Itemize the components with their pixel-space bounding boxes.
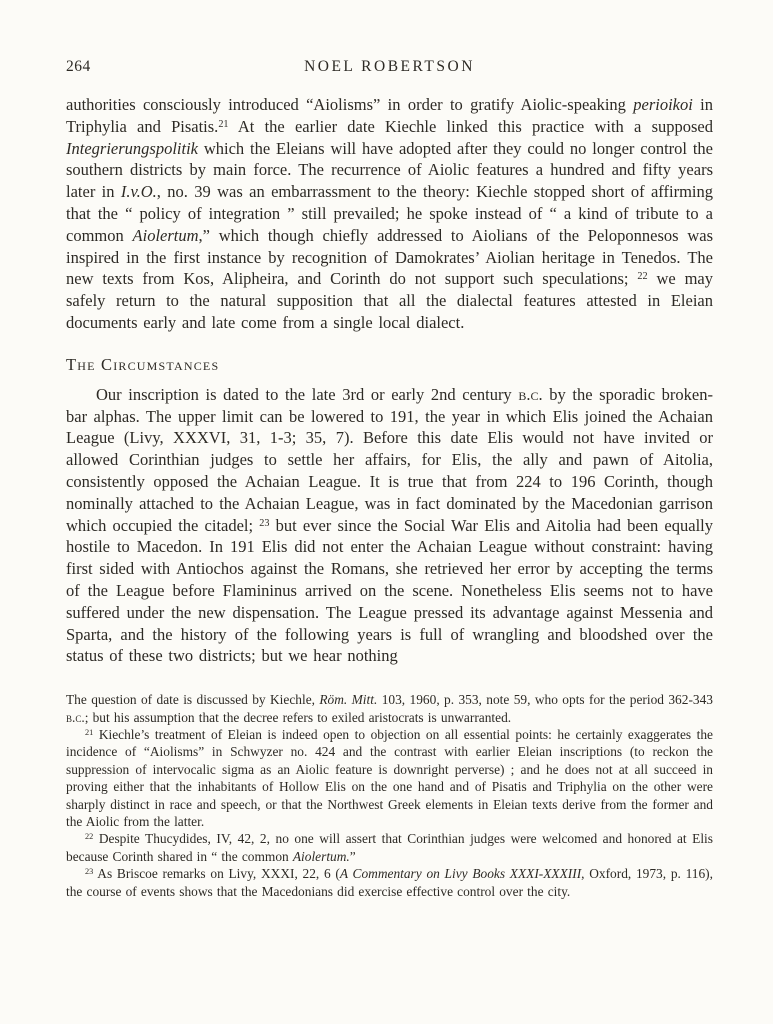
page-header [66, 58, 713, 76]
body-paragraph-1: authorities consciously introduced “Aiolisms” in order to gratify Aiolic-speaking perioikoi in Triphylia and Pisatis.$^{21}$ At the earlier date Kiechle linked this practice with a supposed Integrierungspolitik which the Eleians will have adopted after they could no longer control the southern districts by main force. The recurrence of Aiolic features a hundred and fifty years later in I.v.O., no. 39 was an embarrassment to the theory: Kiechle stopped short of affirming that the “ policy of integration ” still prevailed; he spoke instead of “ a kind of tribute to a common Aiolertum,” which though chiefly addressed to Aiolians of the Peloponnesos was inspired in the first instance by recognition of Damokrates’ Aiolian heritage in Tenedos. The new texts from Kos, Alipheira, and Corinth do not support such speculations; $^{22}$ we may safely return to the natural supposition that all the dialectal features attested in Eleian documents early and late come from a single local dialect. [66, 95, 714, 332]
page-number: 264 [66, 58, 91, 75]
body-paragraph-2: Our inscription is dated to the late 3rd or early 2nd century b.c. by the sporadic broken-bar alphas. The upper limit can be lowered to 191, the year in which Elis joined the Achaian League (Livy, XXXVI, 31, 1-3; 35, 7). Before this date Elis would not have invited or allowed Corinthian judges to settle her affairs, for Elis, the ally and pawn of Aitolia, consistently opposed the Achaian League. It is true that from 224 to 196 Corinth, though nominally attached to the Achaian League, was in fact dominated by the Macedonian garrison which occupied the citadel; $^{23}$ but ever since the Social War Elis and Aitolia had been equally hostile to Macedon. In 191 Elis did not enter the Achaian League without constraint: having first sided with Antiochos against the Romans, she retrieved her error by accepting the terms of the League before Flamininus arrived on the scene. Nonetheless Elis seems not to have suffered under the new dispensation. The League pressed its advantage against Messenia and Sparta, and the history of the following years is full of wrangling and bloodshed over the status of these two districts; but we hear nothing [66, 384, 713, 666]
footnote-23: $^{23}$ As Briscoe remarks on Livy, XXXI, 22, 6 (A Commentary on Livy Books XXXI-XXXIII, Oxford, 1973, p. 116), the course of events shows that the Macedonians did exercise effective control over the city. [66, 866, 713, 899]
footnote-continuation: The question of date is discussed by Kiechle, Röm. Mitt. 103, 1960, p. 353, note 59, who opts for the period 362-343 b.c.; but his assumption that the decree refers to exiled aristocrats is unwarranted. [66, 692, 713, 725]
footnote-22: $^{22}$ Despite Thucydides, IV, 42, 2, no one will assert that Corinthian judges were welcomed and honored at Elis because Corinth shared in “ the common Aiolertum.” [66, 831, 713, 864]
section-heading: The Circumstances [66, 354, 220, 374]
footnote-21: $^{21}$ Kiechle’s treatment of Eleian is indeed open to objection on all essential points: he certainly exaggerates the incidence of “Aiolisms” in Schwyzer no. 424 and the contrast with earlier Eleian inscriptions (to reckon the suppression of intervocalic sigma as an Aiolic feature is downright perverse) ; and he does not at all succeed in proving either that the inhabitants of Hollow Elis on the one hand and of Pisatis and Triphylia on the other were sharply distinct in race and speech, or that the Northwest Greek elements in Eleian texts derive from the former and the Aiolic from the latter. [66, 726, 713, 829]
running-head: NOEL ROBERTSON [304, 58, 475, 75]
footnotes-section [66, 691, 713, 900]
